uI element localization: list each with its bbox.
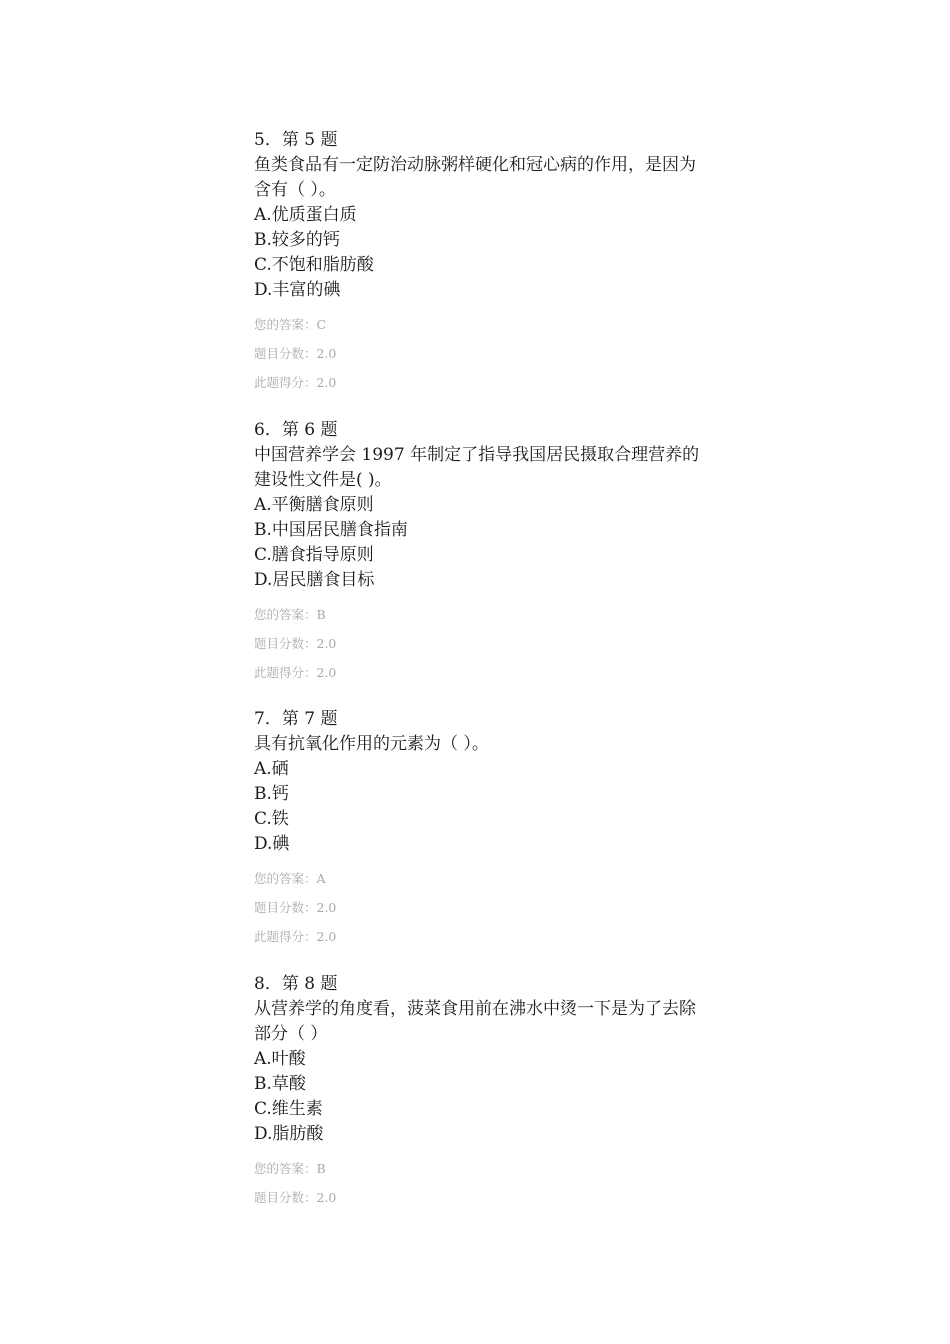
question-score: 题目分数：2.0 bbox=[254, 900, 337, 915]
points-earned: 此题得分：2.0 bbox=[254, 929, 337, 944]
points-earned: 此题得分：2.0 bbox=[254, 665, 337, 680]
option-d: D.碘 bbox=[254, 834, 290, 854]
your-answer: 您的答案：A bbox=[254, 871, 326, 886]
question-title: 5．第 5 题 bbox=[254, 130, 338, 150]
option-c: C.铁 bbox=[254, 809, 289, 829]
question-6 bbox=[254, 418, 704, 681]
option-c: C.维生素 bbox=[254, 1099, 323, 1119]
question-title: 8．第 8 题 bbox=[254, 974, 338, 994]
question-title: 6．第 6 题 bbox=[254, 420, 338, 440]
question-score: 题目分数：2.0 bbox=[254, 346, 337, 361]
question-8 bbox=[254, 972, 704, 1206]
question-7 bbox=[254, 707, 704, 945]
your-answer: 您的答案：B bbox=[254, 607, 326, 622]
option-c: C.不饱和脂肪酸 bbox=[254, 255, 374, 275]
option-d: D.居民膳食目标 bbox=[254, 570, 375, 590]
question-text: 中国营养学会 1997 年制定了指导我国居民摄取合理营养的建设性文件是( )。 bbox=[254, 445, 700, 490]
points-earned: 此题得分：2.0 bbox=[254, 375, 337, 390]
your-answer: 您的答案：B bbox=[254, 1161, 326, 1176]
option-a: A.平衡膳食原则 bbox=[254, 495, 374, 515]
option-b: B.较多的钙 bbox=[254, 230, 340, 250]
your-answer: 您的答案：C bbox=[254, 317, 327, 332]
option-a: A.硒 bbox=[254, 759, 289, 779]
question-text: 具有抗氧化作用的元素为（ ）。 bbox=[254, 734, 489, 754]
option-c: C.膳食指导原则 bbox=[254, 545, 374, 565]
option-b: B.中国居民膳食指南 bbox=[254, 520, 408, 540]
question-5 bbox=[254, 128, 704, 391]
option-d: D.丰富的碘 bbox=[254, 280, 341, 300]
question-title: 7．第 7 题 bbox=[254, 709, 338, 729]
question-score: 题目分数：2.0 bbox=[254, 636, 337, 651]
question-score: 题目分数：2.0 bbox=[254, 1190, 337, 1205]
option-d: D.脂肪酸 bbox=[254, 1124, 324, 1144]
option-a: A.叶酸 bbox=[254, 1049, 306, 1069]
question-text: 从营养学的角度看，菠菜食用前在沸水中烫一下是为了去除部分（ ） bbox=[254, 999, 696, 1044]
option-b: B.钙 bbox=[254, 784, 289, 804]
question-text: 鱼类食品有一定防治动脉粥样硬化和冠心病的作用，是因为含有（ ）。 bbox=[254, 155, 696, 200]
option-b: B.草酸 bbox=[254, 1074, 306, 1094]
option-a: A.优质蛋白质 bbox=[254, 205, 357, 225]
